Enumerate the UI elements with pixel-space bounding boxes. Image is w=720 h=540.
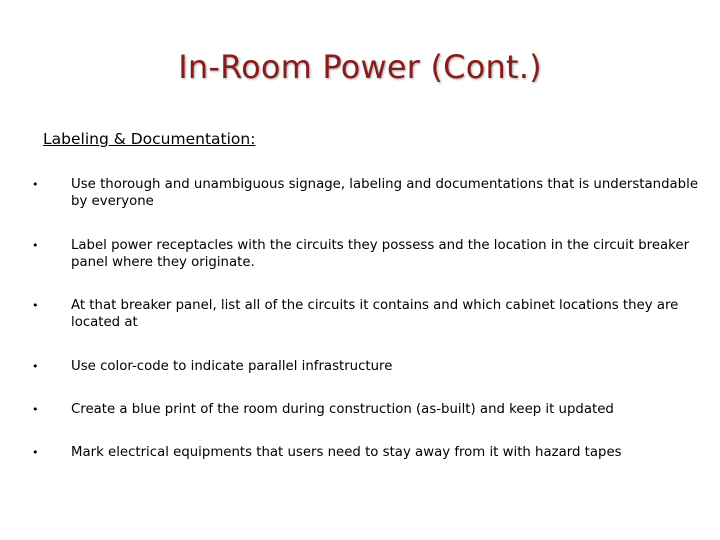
bullet-icon: • (32, 299, 39, 312)
bullet-icon: • (32, 239, 39, 252)
bullet-item (28, 444, 698, 461)
bullet-text: Use color-code to indicate parallel infrastructure (71, 359, 393, 374)
bullet-text: Create a blue print of the room during construction (as-built) and keep it updated (71, 402, 614, 417)
bullet-item (28, 358, 698, 375)
bullet-text: Mark electrical equipments that users need to stay away from it with hazard tapes (71, 445, 622, 460)
slide-title: In-Room Power (Cont.) (178, 48, 542, 86)
bullet-text: Use thorough and unambiguous signage, labeling and documentations that is understandable by everyone (71, 177, 698, 209)
bullet-item (28, 401, 698, 418)
bullet-item (28, 176, 698, 210)
section-heading: Labeling & Documentation: (43, 130, 256, 148)
bullet-icon: • (32, 360, 39, 373)
bullet-item (28, 237, 698, 271)
bullet-text: At that breaker panel, list all of the circuits it contains and which cabinet locations they are located at (71, 298, 679, 330)
bullet-icon: • (32, 446, 39, 459)
bullet-text: Label power receptacles with the circuits they possess and the location in the circuit breaker panel where they originate. (71, 238, 690, 270)
bullet-icon: • (32, 178, 39, 191)
bullet-icon: • (32, 403, 39, 416)
bullet-item (28, 297, 698, 331)
